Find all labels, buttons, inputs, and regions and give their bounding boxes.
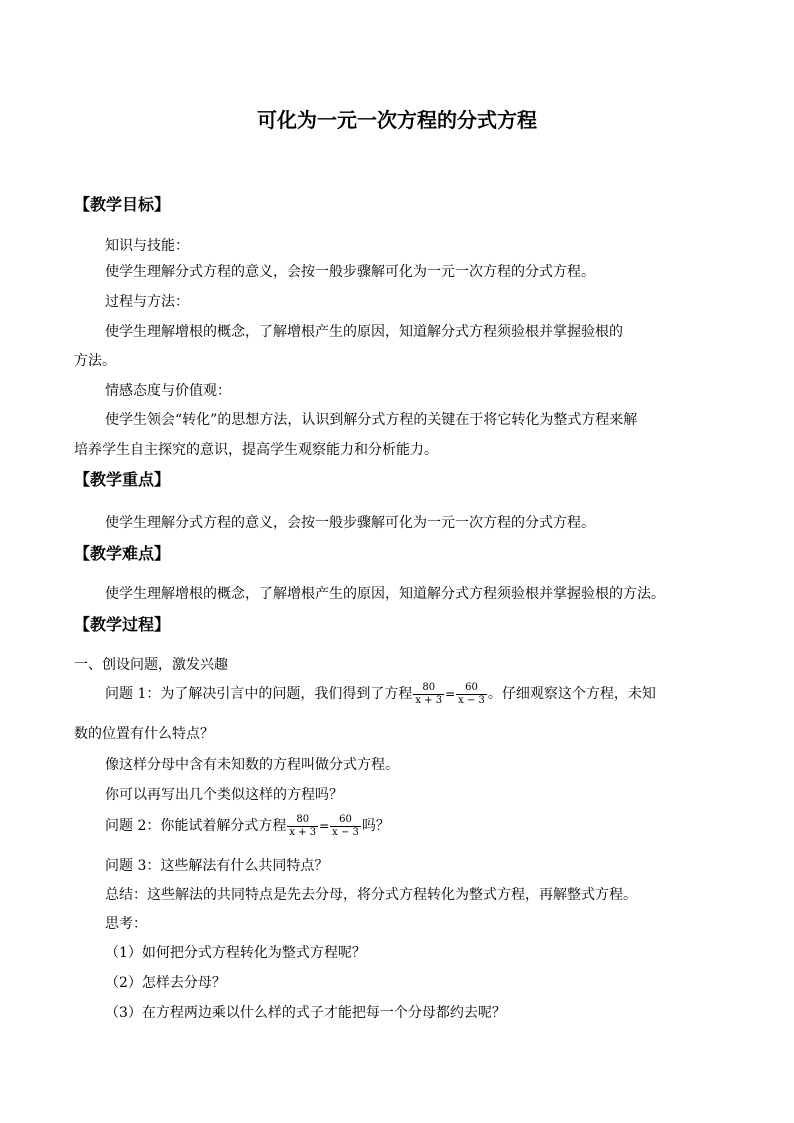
question-1-text: 问题 1：为了解决引言中的问题，我们得到了方程: [105, 686, 413, 702]
question-3-text: 问题 3：这些解法有什么共同特点？: [105, 858, 329, 874]
q2-rhs-fraction: [330, 814, 361, 839]
q2-equals-sign: =: [319, 819, 330, 833]
question-2-line: [105, 808, 390, 844]
process-label: 过程与方法：: [105, 294, 189, 310]
process-heading: 【教学过程】: [74, 615, 171, 634]
lhs-denominator: x + 3: [415, 694, 443, 706]
knowledge-text: 使学生理解分式方程的意义，会按一般步骤解可化为一元一次方程的分式方程。: [105, 264, 595, 280]
attitude-text-1: 使学生领会“转化”的思想方法，认识到解分式方程的关键在于将它转化为整式方程来解: [105, 412, 638, 428]
q2-rhs-denominator: x − 3: [332, 826, 359, 838]
difficulties-text: 使学生理解增根的概念，了解增根产生的原因，知道解分式方程须验根并掌握验根的方法。: [105, 586, 665, 602]
think-label: 思考：: [105, 916, 147, 932]
rhs-fraction: [456, 682, 487, 707]
think-item-2: （2）怎样去分母？: [105, 975, 226, 991]
knowledge-label: 知识与技能：: [105, 238, 189, 254]
process-text-1: 使学生理解增根的概念，了解增根产生的原因，知道解分式方程须验根并掌握验根的: [105, 324, 623, 340]
page-title: 可化为一元一次方程的分式方程: [257, 108, 537, 132]
question-1-tail: 。仔细观察这个方程，未知: [487, 686, 656, 702]
key-points-text: 使学生理解分式方程的意义，会按一般步骤解可化为一元一次方程的分式方程。: [105, 515, 595, 531]
think-item-1: （1）如何把分式方程转化为整式方程呢？: [105, 945, 366, 961]
question-2-tail: 吗？: [361, 818, 390, 834]
equals-sign: =: [445, 687, 456, 701]
question-1-line2: 数的位置有什么特点？: [74, 726, 214, 742]
lhs-numerator: 80: [422, 681, 436, 693]
rhs-denominator: x − 3: [458, 694, 485, 706]
definition-text: 像这样分母中含有未知数的方程叫做分式方程。: [105, 757, 399, 773]
q2-rhs-numerator: 60: [339, 813, 352, 825]
goals-heading: 【教学目标】: [74, 195, 171, 214]
question-1-line: [105, 676, 656, 712]
rhs-numerator: 60: [465, 681, 478, 693]
attitude-text-2: 培养学生自主探究的意识，提高学生观察能力和分析能力。: [74, 442, 438, 458]
question-2-text: 问题 2：你能试着解分式方程: [105, 818, 287, 834]
lhs-fraction: [413, 682, 444, 707]
part1-title: 一、创设问题，激发兴趣: [74, 657, 228, 673]
q2-lhs-numerator: 80: [296, 813, 310, 825]
q2-lhs-denominator: x + 3: [289, 826, 317, 838]
difficulties-heading: 【教学难点】: [74, 544, 171, 563]
key-points-heading: 【教学重点】: [74, 470, 171, 489]
q2-lhs-fraction: [287, 814, 318, 839]
summary-text: 总结：这些解法的共同特点是先去分母，将分式方程转化为整式方程，再解整式方程。: [105, 887, 637, 903]
think-item-3: （3）在方程两边乘以什么样的式子才能把每一个分母都约去呢？: [105, 1005, 506, 1021]
can-you-text: 你可以再写出几个类似这样的方程吗？: [105, 787, 343, 803]
process-text-2: 方法。: [74, 353, 116, 369]
attitude-label: 情感态度与价值观：: [105, 383, 231, 399]
